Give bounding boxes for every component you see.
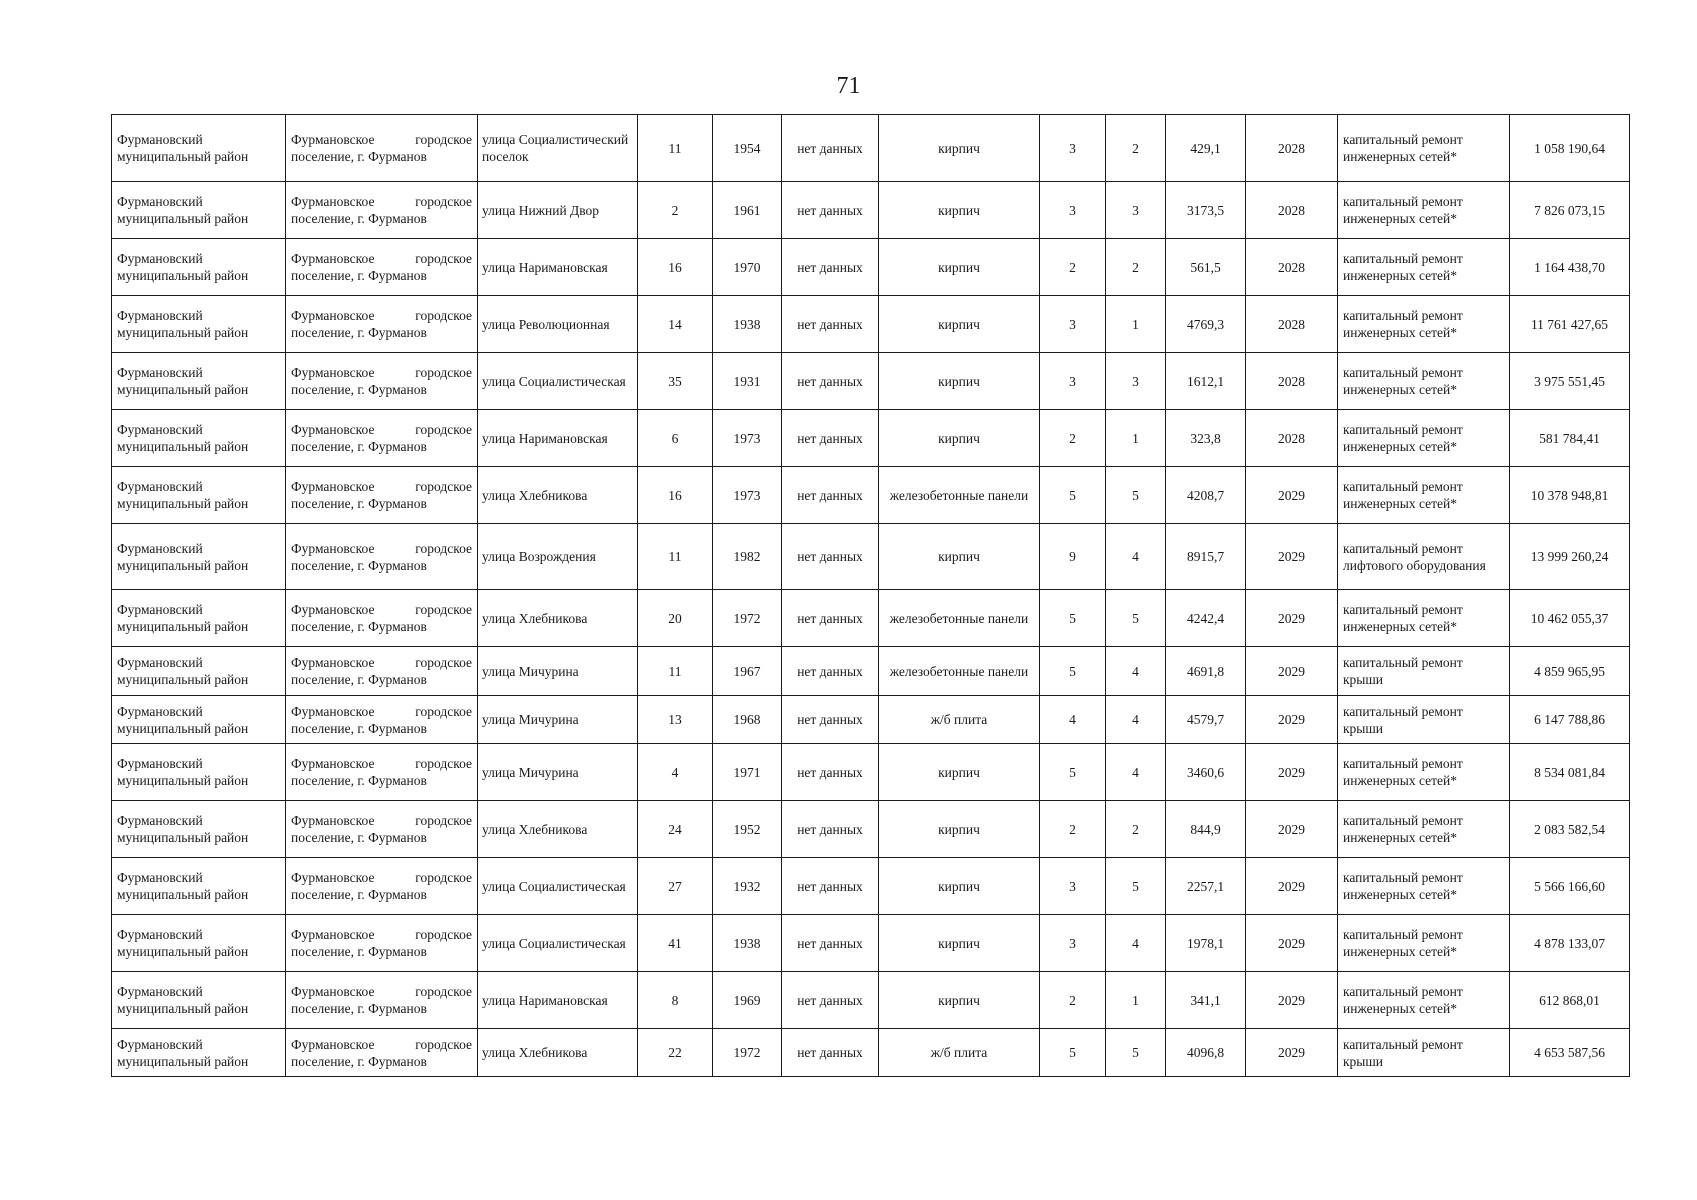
plan-year-cell: 2028 (1246, 353, 1338, 410)
table-row (112, 296, 1630, 353)
table-row (112, 744, 1630, 801)
cost-cell: 6 147 788,86 (1510, 696, 1630, 744)
street-cell: улица Нижний Двор (478, 182, 638, 239)
area-cell: 3173,5 (1166, 182, 1246, 239)
wall-material-cell: кирпич (879, 524, 1040, 590)
house-number-cell: 22 (638, 1029, 713, 1077)
district-cell: Фурмановский муниципальный район (112, 972, 286, 1029)
district-cell: Фурмановский муниципальный район (112, 239, 286, 296)
floors-cell: 3 (1040, 353, 1106, 410)
wall-material-cell: кирпич (879, 115, 1040, 182)
table-row (112, 647, 1630, 696)
house-number-cell: 6 (638, 410, 713, 467)
year-overhaul-cell: нет данных (782, 972, 879, 1029)
year-overhaul-cell: нет данных (782, 182, 879, 239)
entrances-cell: 5 (1106, 1029, 1166, 1077)
table-row (112, 467, 1630, 524)
house-number-cell: 2 (638, 182, 713, 239)
street-cell: улица Мичурина (478, 744, 638, 801)
work-type-cell: капитальный ремонт крыши (1338, 647, 1510, 696)
street-cell: улица Хлебникова (478, 590, 638, 647)
work-type-cell: капитальный ремонт крыши (1338, 696, 1510, 744)
year-overhaul-cell: нет данных (782, 296, 879, 353)
area-cell: 4208,7 (1166, 467, 1246, 524)
district-cell: Фурмановский муниципальный район (112, 467, 286, 524)
floors-cell: 3 (1040, 115, 1106, 182)
wall-material-cell: кирпич (879, 296, 1040, 353)
street-cell: улица Социалистический поселок (478, 115, 638, 182)
district-cell: Фурмановский муниципальный район (112, 801, 286, 858)
floors-cell: 3 (1040, 296, 1106, 353)
table-row (112, 353, 1630, 410)
entrances-cell: 4 (1106, 647, 1166, 696)
plan-year-cell: 2029 (1246, 590, 1338, 647)
year-overhaul-cell: нет данных (782, 239, 879, 296)
year-built-cell: 1968 (713, 696, 782, 744)
year-overhaul-cell: нет данных (782, 858, 879, 915)
floors-cell: 2 (1040, 410, 1106, 467)
street-cell: улица Социалистическая (478, 353, 638, 410)
entrances-cell: 5 (1106, 590, 1166, 647)
entrances-cell: 1 (1106, 972, 1166, 1029)
cost-cell: 10 462 055,37 (1510, 590, 1630, 647)
area-cell: 4242,4 (1166, 590, 1246, 647)
street-cell: улица Наримановская (478, 410, 638, 467)
entrances-cell: 3 (1106, 353, 1166, 410)
settlement-cell: Фурмановское городское поселение, г. Фурманов (286, 410, 478, 467)
street-cell: улица Социалистическая (478, 858, 638, 915)
entrances-cell: 2 (1106, 239, 1166, 296)
plan-year-cell: 2028 (1246, 182, 1338, 239)
cost-cell: 581 784,41 (1510, 410, 1630, 467)
work-type-cell: капитальный ремонт инженерных сетей* (1338, 915, 1510, 972)
floors-cell: 2 (1040, 972, 1106, 1029)
area-cell: 2257,1 (1166, 858, 1246, 915)
work-type-cell: капитальный ремонт лифтового оборудования (1338, 524, 1510, 590)
street-cell: улица Возрождения (478, 524, 638, 590)
cost-cell: 13 999 260,24 (1510, 524, 1630, 590)
cost-cell: 7 826 073,15 (1510, 182, 1630, 239)
settlement-cell: Фурмановское городское поселение, г. Фурманов (286, 115, 478, 182)
wall-material-cell: кирпич (879, 239, 1040, 296)
plan-year-cell: 2029 (1246, 915, 1338, 972)
year-overhaul-cell: нет данных (782, 647, 879, 696)
wall-material-cell: кирпич (879, 801, 1040, 858)
settlement-cell: Фурмановское городское поселение, г. Фурманов (286, 467, 478, 524)
settlement-cell: Фурмановское городское поселение, г. Фурманов (286, 858, 478, 915)
settlement-cell: Фурмановское городское поселение, г. Фурманов (286, 182, 478, 239)
table-row (112, 115, 1630, 182)
year-overhaul-cell: нет данных (782, 467, 879, 524)
wall-material-cell: железобетонные панели (879, 467, 1040, 524)
house-number-cell: 27 (638, 858, 713, 915)
settlement-cell: Фурмановское городское поселение, г. Фурманов (286, 744, 478, 801)
table-row (112, 182, 1630, 239)
year-overhaul-cell: нет данных (782, 524, 879, 590)
street-cell: улица Мичурина (478, 696, 638, 744)
area-cell: 1978,1 (1166, 915, 1246, 972)
area-cell: 561,5 (1166, 239, 1246, 296)
work-type-cell: капитальный ремонт инженерных сетей* (1338, 296, 1510, 353)
settlement-cell: Фурмановское городское поселение, г. Фурманов (286, 801, 478, 858)
district-cell: Фурмановский муниципальный район (112, 410, 286, 467)
house-number-cell: 11 (638, 647, 713, 696)
floors-cell: 3 (1040, 182, 1106, 239)
house-number-cell: 11 (638, 115, 713, 182)
year-built-cell: 1932 (713, 858, 782, 915)
plan-year-cell: 2028 (1246, 115, 1338, 182)
wall-material-cell: кирпич (879, 410, 1040, 467)
plan-year-cell: 2029 (1246, 696, 1338, 744)
year-built-cell: 1973 (713, 410, 782, 467)
entrances-cell: 5 (1106, 467, 1166, 524)
work-type-cell: капитальный ремонт инженерных сетей* (1338, 182, 1510, 239)
entrances-cell: 4 (1106, 696, 1166, 744)
year-overhaul-cell: нет данных (782, 115, 879, 182)
floors-cell: 3 (1040, 915, 1106, 972)
floors-cell: 5 (1040, 590, 1106, 647)
settlement-cell: Фурмановское городское поселение, г. Фурманов (286, 524, 478, 590)
entrances-cell: 1 (1106, 410, 1166, 467)
settlement-cell: Фурмановское городское поселение, г. Фурманов (286, 647, 478, 696)
year-built-cell: 1972 (713, 590, 782, 647)
work-type-cell: капитальный ремонт инженерных сетей* (1338, 858, 1510, 915)
year-overhaul-cell: нет данных (782, 915, 879, 972)
table-row (112, 590, 1630, 647)
house-number-cell: 41 (638, 915, 713, 972)
wall-material-cell: кирпич (879, 744, 1040, 801)
street-cell: улица Мичурина (478, 647, 638, 696)
district-cell: Фурмановский муниципальный район (112, 115, 286, 182)
work-type-cell: капитальный ремонт крыши (1338, 1029, 1510, 1077)
wall-material-cell: ж/б плита (879, 1029, 1040, 1077)
floors-cell: 2 (1040, 801, 1106, 858)
floors-cell: 5 (1040, 647, 1106, 696)
year-built-cell: 1970 (713, 239, 782, 296)
house-number-cell: 16 (638, 467, 713, 524)
plan-year-cell: 2029 (1246, 1029, 1338, 1077)
year-built-cell: 1961 (713, 182, 782, 239)
cost-cell: 3 975 551,45 (1510, 353, 1630, 410)
district-cell: Фурмановский муниципальный район (112, 296, 286, 353)
plan-year-cell: 2028 (1246, 296, 1338, 353)
area-cell: 4769,3 (1166, 296, 1246, 353)
entrances-cell: 4 (1106, 915, 1166, 972)
plan-year-cell: 2029 (1246, 858, 1338, 915)
area-cell: 4579,7 (1166, 696, 1246, 744)
street-cell: улица Хлебникова (478, 801, 638, 858)
cost-cell: 612 868,01 (1510, 972, 1630, 1029)
entrances-cell: 3 (1106, 182, 1166, 239)
house-number-cell: 14 (638, 296, 713, 353)
area-cell: 1612,1 (1166, 353, 1246, 410)
year-overhaul-cell: нет данных (782, 801, 879, 858)
house-number-cell: 8 (638, 972, 713, 1029)
plan-year-cell: 2028 (1246, 410, 1338, 467)
work-type-cell: капитальный ремонт инженерных сетей* (1338, 410, 1510, 467)
floors-cell: 4 (1040, 696, 1106, 744)
floors-cell: 5 (1040, 467, 1106, 524)
settlement-cell: Фурмановское городское поселение, г. Фурманов (286, 696, 478, 744)
area-cell: 8915,7 (1166, 524, 1246, 590)
table-row (112, 801, 1630, 858)
area-cell: 3460,6 (1166, 744, 1246, 801)
floors-cell: 5 (1040, 744, 1106, 801)
floors-cell: 5 (1040, 1029, 1106, 1077)
table-row (112, 1029, 1630, 1077)
house-number-cell: 11 (638, 524, 713, 590)
cost-cell: 11 761 427,65 (1510, 296, 1630, 353)
work-type-cell: капитальный ремонт инженерных сетей* (1338, 972, 1510, 1029)
year-built-cell: 1967 (713, 647, 782, 696)
year-built-cell: 1938 (713, 296, 782, 353)
street-cell: улица Хлебникова (478, 467, 638, 524)
plan-year-cell: 2029 (1246, 524, 1338, 590)
street-cell: улица Наримановская (478, 239, 638, 296)
cost-cell: 8 534 081,84 (1510, 744, 1630, 801)
year-built-cell: 1938 (713, 915, 782, 972)
district-cell: Фурмановский муниципальный район (112, 1029, 286, 1077)
wall-material-cell: кирпич (879, 182, 1040, 239)
plan-year-cell: 2029 (1246, 647, 1338, 696)
house-number-cell: 35 (638, 353, 713, 410)
floors-cell: 2 (1040, 239, 1106, 296)
table-row (112, 239, 1630, 296)
house-number-cell: 4 (638, 744, 713, 801)
street-cell: улица Социалистическая (478, 915, 638, 972)
year-built-cell: 1972 (713, 1029, 782, 1077)
wall-material-cell: кирпич (879, 915, 1040, 972)
wall-material-cell: кирпич (879, 972, 1040, 1029)
table-row (112, 858, 1630, 915)
cost-cell: 4 859 965,95 (1510, 647, 1630, 696)
cost-cell: 1 058 190,64 (1510, 115, 1630, 182)
settlement-cell: Фурмановское городское поселение, г. Фурманов (286, 972, 478, 1029)
year-overhaul-cell: нет данных (782, 744, 879, 801)
work-type-cell: капитальный ремонт инженерных сетей* (1338, 590, 1510, 647)
area-cell: 323,8 (1166, 410, 1246, 467)
plan-year-cell: 2029 (1246, 972, 1338, 1029)
settlement-cell: Фурмановское городское поселение, г. Фурманов (286, 915, 478, 972)
work-type-cell: капитальный ремонт инженерных сетей* (1338, 353, 1510, 410)
entrances-cell: 4 (1106, 524, 1166, 590)
entrances-cell: 2 (1106, 801, 1166, 858)
wall-material-cell: железобетонные панели (879, 647, 1040, 696)
year-overhaul-cell: нет данных (782, 696, 879, 744)
cost-cell: 1 164 438,70 (1510, 239, 1630, 296)
table-row (112, 915, 1630, 972)
district-cell: Фурмановский муниципальный район (112, 524, 286, 590)
entrances-cell: 5 (1106, 858, 1166, 915)
work-type-cell: капитальный ремонт инженерных сетей* (1338, 239, 1510, 296)
area-cell: 341,1 (1166, 972, 1246, 1029)
year-overhaul-cell: нет данных (782, 590, 879, 647)
district-cell: Фурмановский муниципальный район (112, 915, 286, 972)
plan-year-cell: 2029 (1246, 744, 1338, 801)
house-number-cell: 16 (638, 239, 713, 296)
area-cell: 429,1 (1166, 115, 1246, 182)
district-cell: Фурмановский муниципальный район (112, 858, 286, 915)
floors-cell: 9 (1040, 524, 1106, 590)
floors-cell: 3 (1040, 858, 1106, 915)
entrances-cell: 4 (1106, 744, 1166, 801)
year-built-cell: 1973 (713, 467, 782, 524)
plan-year-cell: 2029 (1246, 467, 1338, 524)
wall-material-cell: железобетонные панели (879, 590, 1040, 647)
plan-year-cell: 2029 (1246, 801, 1338, 858)
year-built-cell: 1969 (713, 972, 782, 1029)
district-cell: Фурмановский муниципальный район (112, 696, 286, 744)
house-number-cell: 24 (638, 801, 713, 858)
cost-cell: 2 083 582,54 (1510, 801, 1630, 858)
district-cell: Фурмановский муниципальный район (112, 590, 286, 647)
district-cell: Фурмановский муниципальный район (112, 744, 286, 801)
housing-register-table (111, 114, 1630, 1077)
year-built-cell: 1954 (713, 115, 782, 182)
cost-cell: 4 878 133,07 (1510, 915, 1630, 972)
work-type-cell: капитальный ремонт инженерных сетей* (1338, 467, 1510, 524)
area-cell: 844,9 (1166, 801, 1246, 858)
year-overhaul-cell: нет данных (782, 353, 879, 410)
wall-material-cell: ж/б плита (879, 696, 1040, 744)
district-cell: Фурмановский муниципальный район (112, 182, 286, 239)
cost-cell: 5 566 166,60 (1510, 858, 1630, 915)
house-number-cell: 13 (638, 696, 713, 744)
area-cell: 4096,8 (1166, 1029, 1246, 1077)
cost-cell: 4 653 587,56 (1510, 1029, 1630, 1077)
cost-cell: 10 378 948,81 (1510, 467, 1630, 524)
area-cell: 4691,8 (1166, 647, 1246, 696)
year-overhaul-cell: нет данных (782, 410, 879, 467)
table-row (112, 696, 1630, 744)
work-type-cell: капитальный ремонт инженерных сетей* (1338, 801, 1510, 858)
year-built-cell: 1971 (713, 744, 782, 801)
wall-material-cell: кирпич (879, 858, 1040, 915)
work-type-cell: капитальный ремонт инженерных сетей* (1338, 115, 1510, 182)
work-type-cell: капитальный ремонт инженерных сетей* (1338, 744, 1510, 801)
district-cell: Фурмановский муниципальный район (112, 353, 286, 410)
settlement-cell: Фурмановское городское поселение, г. Фурманов (286, 296, 478, 353)
street-cell: улица Наримановская (478, 972, 638, 1029)
settlement-cell: Фурмановское городское поселение, г. Фурманов (286, 1029, 478, 1077)
settlement-cell: Фурмановское городское поселение, г. Фурманов (286, 239, 478, 296)
district-cell: Фурмановский муниципальный район (112, 647, 286, 696)
plan-year-cell: 2028 (1246, 239, 1338, 296)
year-built-cell: 1931 (713, 353, 782, 410)
settlement-cell: Фурмановское городское поселение, г. Фурманов (286, 590, 478, 647)
street-cell: улица Революционная (478, 296, 638, 353)
year-built-cell: 1952 (713, 801, 782, 858)
table-row (112, 410, 1630, 467)
table-row (112, 524, 1630, 590)
table-row (112, 972, 1630, 1029)
year-overhaul-cell: нет данных (782, 1029, 879, 1077)
entrances-cell: 2 (1106, 115, 1166, 182)
street-cell: улица Хлебникова (478, 1029, 638, 1077)
wall-material-cell: кирпич (879, 353, 1040, 410)
entrances-cell: 1 (1106, 296, 1166, 353)
settlement-cell: Фурмановское городское поселение, г. Фурманов (286, 353, 478, 410)
page-number: 71 (836, 73, 861, 99)
year-built-cell: 1982 (713, 524, 782, 590)
table-body (112, 115, 1630, 1077)
house-number-cell: 20 (638, 590, 713, 647)
